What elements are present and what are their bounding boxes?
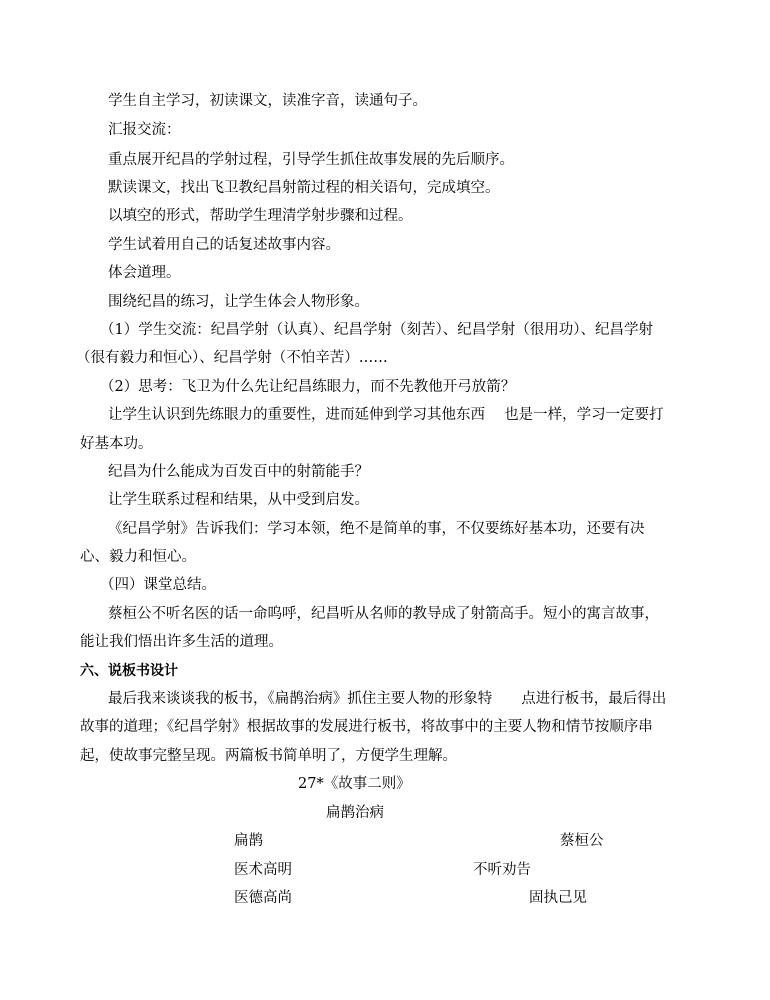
paragraph-line: 《纪昌学射》告诉我们：学习本领，绝不是简单的事，不仅要练好基本功，还要有决	[108, 521, 645, 537]
paragraph-line: （2）思考：飞卫为什么先让纪昌练眼力，而不先教他开弓放箭？	[100, 379, 516, 395]
paragraph-line: 学生自主学习，初读课文，读准字音，读通句子。	[108, 93, 427, 109]
paragraph-line: 心、毅力和恒心。	[80, 549, 196, 565]
board-right-item: 不听劝告	[473, 862, 531, 878]
paragraph-line: 起，使故事完整呈现。两篇板书简单明了，方便学生理解。	[80, 748, 457, 764]
paragraph-line: （很有毅力和恒心）、纪昌学射（不怕辛苦）……	[76, 350, 388, 366]
paragraph-line: 汇报交流：	[108, 122, 181, 138]
board-title: 27*《故事二则》	[298, 776, 411, 792]
paragraph-line: 故事的道理；《纪昌学射》根据故事的发展进行板书，将故事中的主要人物和情节按顺序串	[80, 719, 653, 735]
paragraph-line: 蔡桓公不听名医的话一命呜呼，纪昌听从名师的教导成了射箭高手。短小的寓言故事，	[108, 606, 659, 622]
board-right-header: 蔡桓公	[560, 833, 604, 849]
paragraph-line: 让学生认识到先练眼力的重要性，进而延伸到学习其他东西 也是一样，学习一定要打	[108, 407, 664, 423]
paragraph-line: 体会道理。	[108, 265, 181, 281]
paragraph-line: 最后我来谈谈我的板书，《扁鹊治病》抓住主要人物的形象特 点进行板书，最后得出	[108, 691, 667, 707]
board-right-item: 固执己见	[529, 890, 587, 906]
board-left-item: 医德高尚	[234, 890, 292, 906]
paragraph-line: 能让我们悟出许多生活的道理。	[80, 634, 283, 650]
board-left-item: 医术高明	[234, 862, 292, 878]
board-subtitle: 扁鹊治病	[326, 805, 384, 821]
paragraph-line: 好基本功。	[80, 436, 153, 452]
paragraph-line: 纪昌为什么能成为百发百中的射箭能手？	[108, 464, 369, 480]
paragraph-line: （1）学生交流：纪昌学射（认真）、纪昌学射（刻苦）、纪昌学射（很用功）、纪昌学射	[100, 322, 653, 338]
paragraph-line: 默读课文，找出飞卫教纪昌射箭过程的相关语句，完成填空。	[108, 180, 500, 196]
paragraph-line: 学生试着用自己的话复述故事内容。	[108, 237, 340, 253]
paragraph-line: 让学生联系过程和结果，从中受到启发。	[108, 492, 369, 508]
paragraph-line: （四）课堂总结。	[100, 577, 216, 593]
section-heading: 六、说板书设计	[80, 663, 178, 679]
board-left-header: 扁鹊	[234, 833, 263, 849]
paragraph-line: 围绕纪昌的练习，让学生体会人物形象。	[108, 294, 369, 310]
paragraph-line: 重点展开纪昌的学射过程，引导学生抓住故事发展的先后顺序。	[108, 152, 514, 168]
paragraph-line: 以填空的形式，帮助学生理清学射步骤和过程。	[108, 208, 413, 224]
